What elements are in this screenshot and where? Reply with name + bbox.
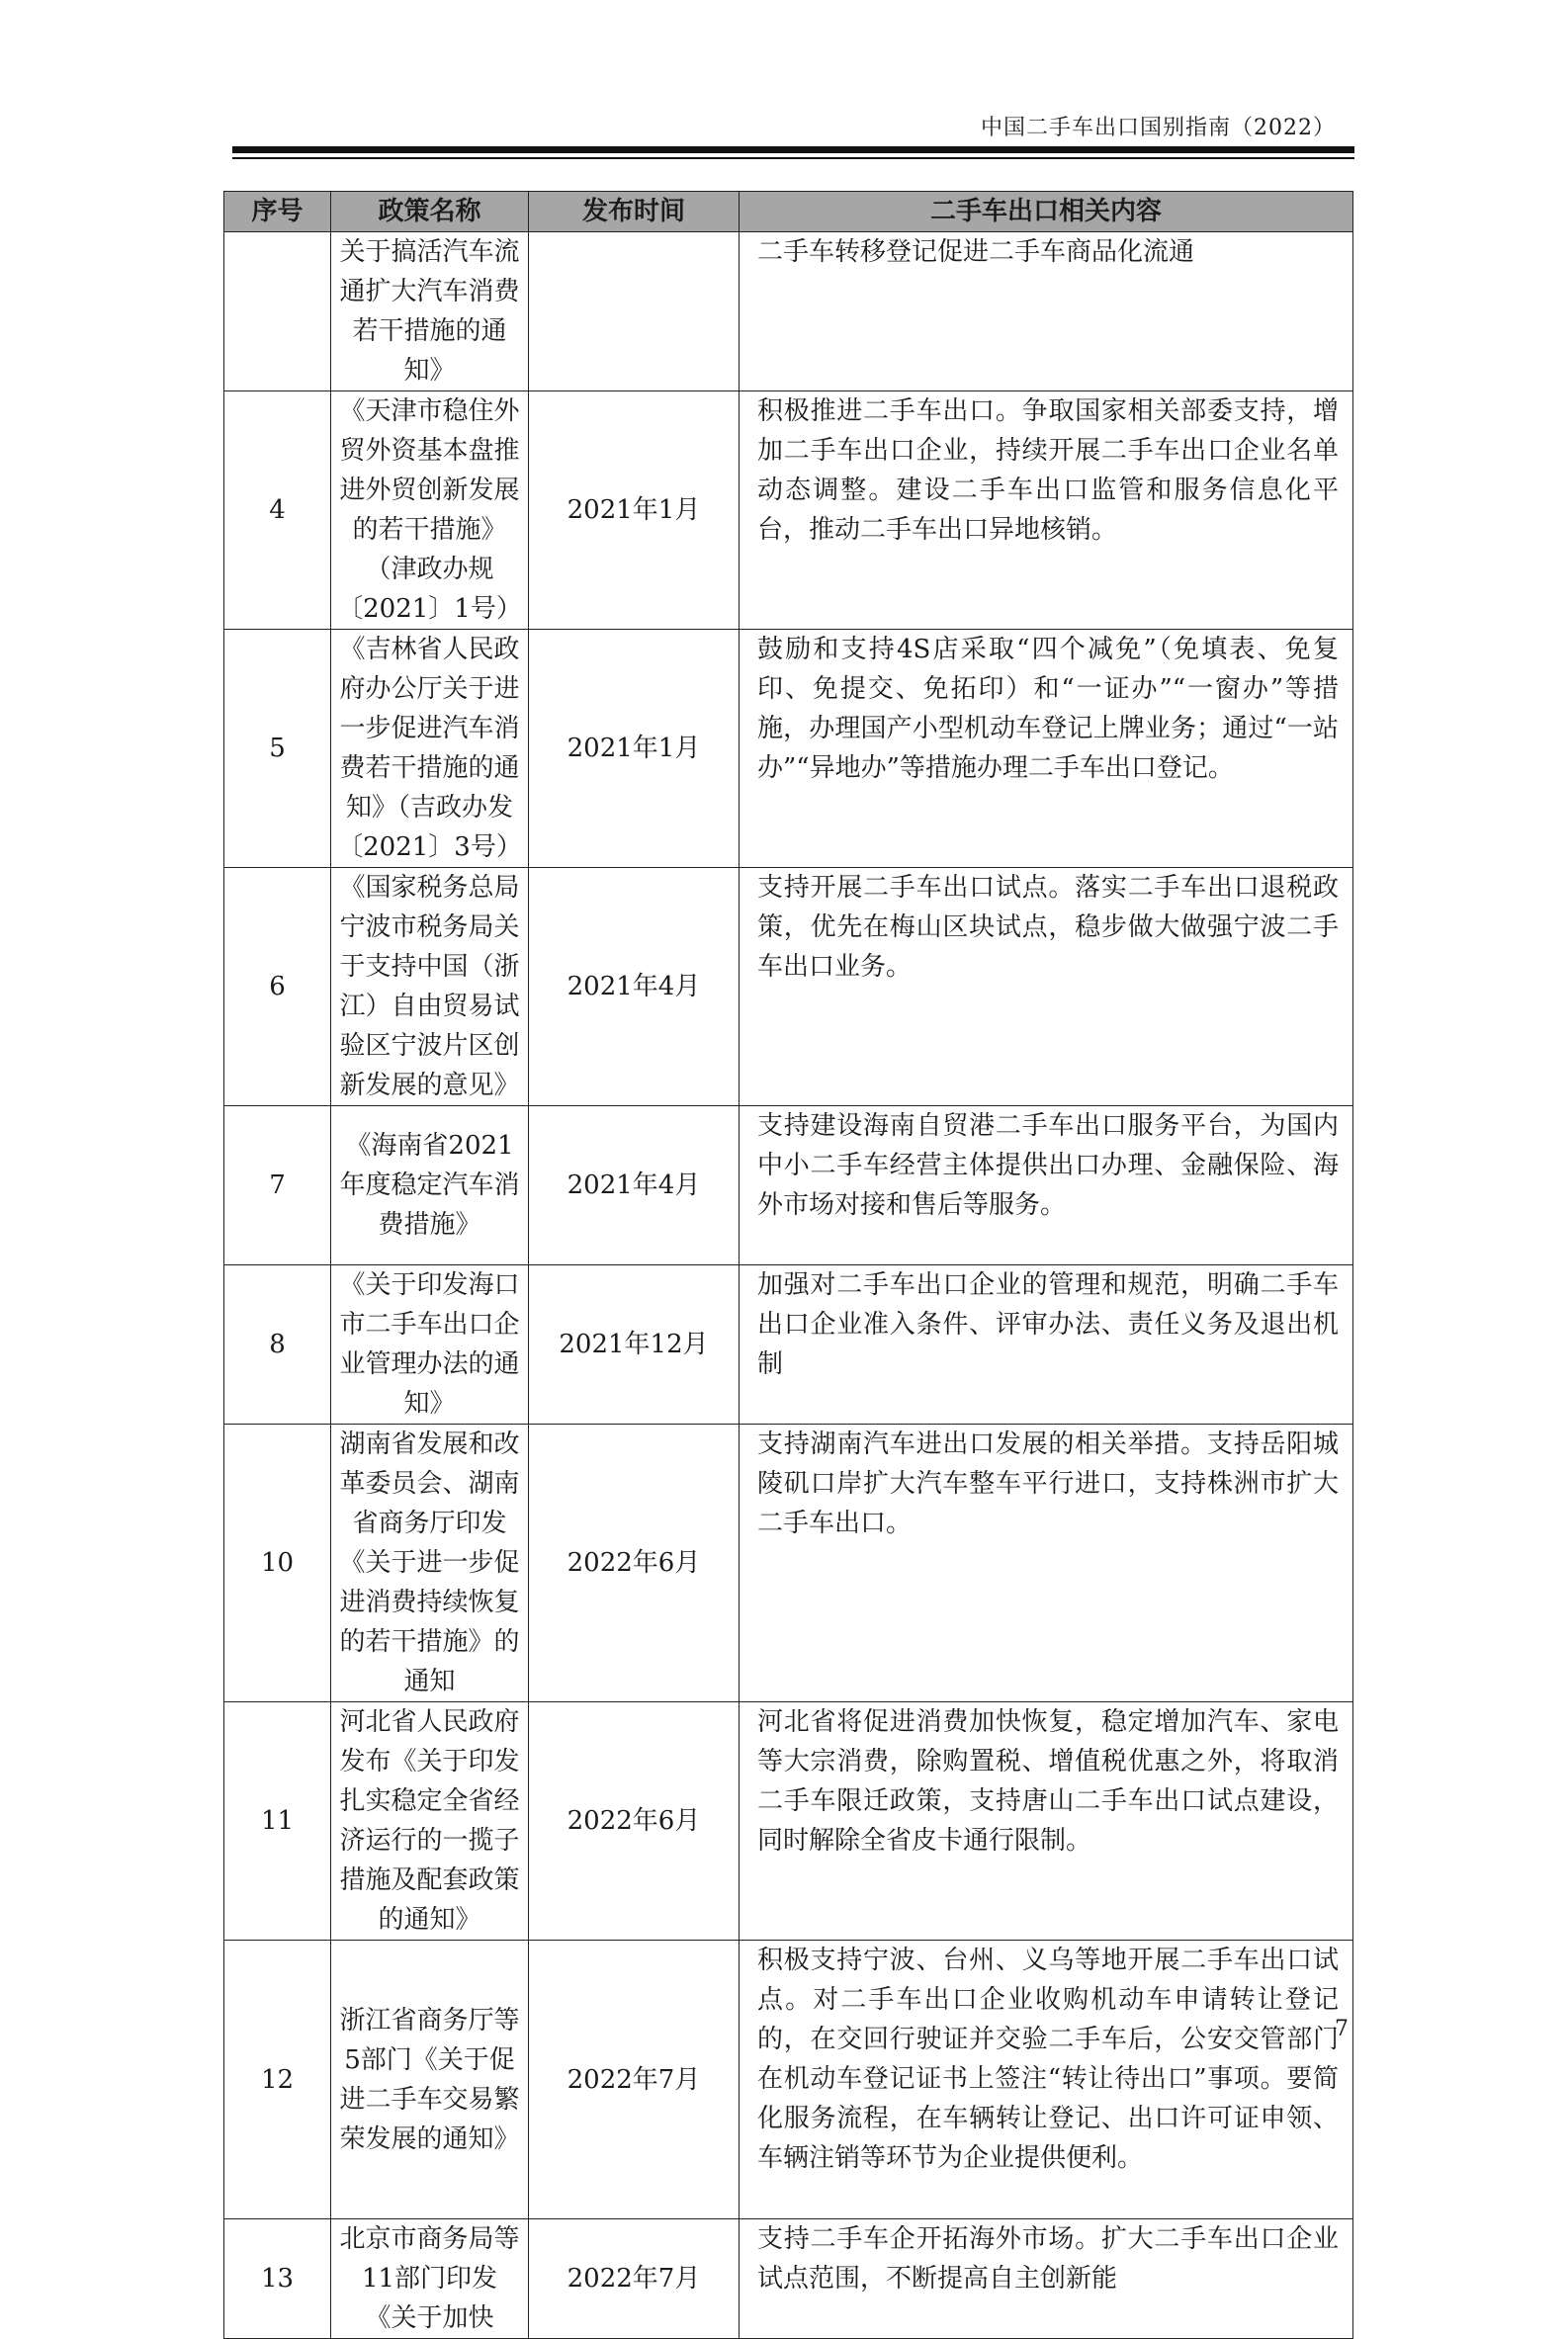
row-policy-name: 《吉林省人民政府办公厅关于进一步促进汽车消费若干措施的通知》（吉政办发〔2021〕3号） <box>331 630 529 868</box>
row-policy-name: 《关于印发海口市二手车出口企业管理办法的通知》 <box>331 1265 529 1425</box>
row-release-date: 2021年1月 <box>529 630 740 868</box>
table-row <box>224 1265 1353 1425</box>
table-row <box>224 868 1353 1106</box>
column-header-policy-name: 政策名称 <box>331 192 529 232</box>
row-export-content: 二手车转移登记促进二手车商品化流通 <box>740 232 1353 391</box>
table-row <box>224 2219 1353 2339</box>
row-policy-name: 河北省人民政府发布《关于印发扎实稳定全省经济运行的一揽子措施及配套政策的通知》 <box>331 1702 529 1941</box>
column-header-export-content: 二手车出口相关内容 <box>740 192 1353 232</box>
table-row <box>224 1106 1353 1265</box>
row-release-date: 2022年7月 <box>529 2219 740 2339</box>
row-seq: 5 <box>224 630 331 868</box>
row-release-date: 2021年12月 <box>529 1265 740 1425</box>
row-seq: 13 <box>224 2219 331 2339</box>
row-export-content: 支持开展二手车出口试点。落实二手车出口退税政策，优先在梅山区块试点，稳步做大做强宁波二手车出口业务。 <box>740 868 1353 1106</box>
row-policy-name: 北京市商务局等11部门印发《关于加快 <box>331 2219 529 2339</box>
table-row <box>224 1702 1353 1941</box>
row-export-content: 支持二手车企开拓海外市场。扩大二手车出口企业试点范围，不断提高自主创新能 <box>740 2219 1353 2339</box>
policy-table <box>223 191 1353 2339</box>
row-release-date: 2021年4月 <box>529 868 740 1106</box>
row-export-content: 河北省将促进消费加快恢复，稳定增加汽车、家电等大宗消费，除购置税、增值税优惠之外，将取消二手车限迁政策，支持唐山二手车出口试点建设，同时解除全省皮卡通行限制。 <box>740 1702 1353 1941</box>
row-seq: 8 <box>224 1265 331 1425</box>
row-release-date: 2021年1月 <box>529 391 740 630</box>
row-release-date: 2022年6月 <box>529 1702 740 1941</box>
row-policy-name: 关于搞活汽车流通扩大汽车消费若干措施的通知》 <box>331 232 529 391</box>
page-number: 7 <box>1335 2017 1349 2041</box>
row-release-date: 2021年4月 <box>529 1106 740 1265</box>
row-release-date: 2022年6月 <box>529 1425 740 1702</box>
table-header-row <box>224 192 1353 232</box>
row-seq <box>224 232 331 391</box>
row-export-content: 积极推进二手车出口。争取国家相关部委支持，增加二手车出口企业，持续开展二手车出口企业名单动态调整。建设二手车出口监管和服务信息化平台，推动二手车出口异地核销。 <box>740 391 1353 630</box>
table-row <box>224 1425 1353 1702</box>
row-seq: 4 <box>224 391 331 630</box>
table-row <box>224 232 1353 391</box>
table-row <box>224 391 1353 630</box>
table-row <box>224 1941 1353 2219</box>
row-release-date: 2022年7月 <box>529 1941 740 2219</box>
column-header-seq: 序号 <box>224 192 331 232</box>
row-export-content: 加强对二手车出口企业的管理和规范，明确二手车出口企业准入条件、评审办法、责任义务及退出机制 <box>740 1265 1353 1425</box>
row-policy-name: 湖南省发展和改革委员会、湖南省商务厅印发《关于进一步促进消费持续恢复的若干措施》的通知 <box>331 1425 529 1702</box>
row-seq: 11 <box>224 1702 331 1941</box>
column-header-release-date: 发布时间 <box>529 192 740 232</box>
row-export-content: 积极支持宁波、台州、义乌等地开展二手车出口试点。对二手车出口企业收购机动车申请转让登记的，在交回行驶证并交验二手车后，公安交管部门在机动车登记证书上签注“转让待出口”事项。要简化服务流程，在车辆转让登记、出口许可证申领、车辆注销等环节为企业提供便利。 <box>740 1941 1353 2219</box>
row-seq: 10 <box>224 1425 331 1702</box>
header-rule-thick <box>232 146 1354 153</box>
row-release-date <box>529 232 740 391</box>
row-seq: 7 <box>224 1106 331 1265</box>
row-export-content: 鼓励和支持4S店采取“四个减免”（免填表、免复印、免提交、免拓印）和“一证办”“一窗办”等措施，办理国产小型机动车登记上牌业务；通过“一站办”“异地办”等措施办理二手车出口登记。 <box>740 630 1353 868</box>
row-seq: 6 <box>224 868 331 1106</box>
row-policy-name: 浙江省商务厅等5部门《关于促进二手车交易繁荣发展的通知》 <box>331 1941 529 2219</box>
row-seq: 12 <box>224 1941 331 2219</box>
row-policy-name: 《国家税务总局宁波市税务局关于支持中国（浙江）自由贸易试验区宁波片区创新发展的意见》 <box>331 868 529 1106</box>
row-export-content: 支持湖南汽车进出口发展的相关举措。支持岳阳城陵矶口岸扩大汽车整车平行进口，支持株洲市扩大二手车出口。 <box>740 1425 1353 1702</box>
row-policy-name: 《天津市稳住外贸外资基本盘推进外贸创新发展的若干措施》（津政办规〔2021〕1号） <box>331 391 529 630</box>
header-rule-thin <box>232 157 1354 159</box>
row-export-content: 支持建设海南自贸港二手车出口服务平台，为国内中小二手车经营主体提供出口办理、金融保险、海外市场对接和售后等服务。 <box>740 1106 1353 1265</box>
row-policy-name: 《海南省2021年度稳定汽车消费措施》 <box>331 1106 529 1265</box>
running-header: 中国二手车出口国别指南（2022） <box>981 116 1336 140</box>
table-row <box>224 630 1353 868</box>
